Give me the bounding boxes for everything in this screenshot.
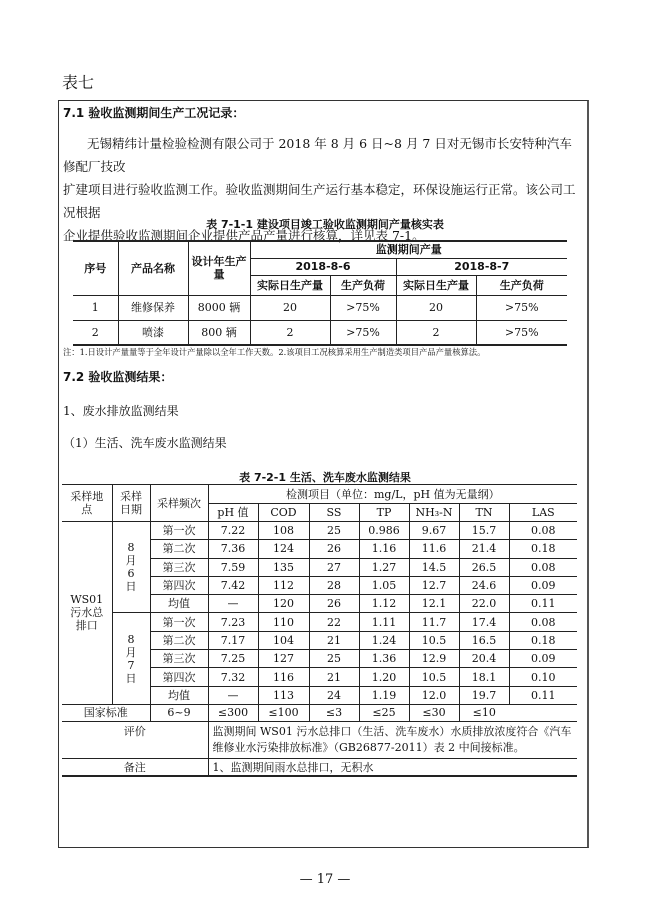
cell: 国家标准 — [62, 704, 150, 721]
table-row — [62, 613, 577, 631]
cell: 14.5 — [409, 558, 459, 576]
cell: 0.10 — [509, 668, 577, 686]
remark-text: 1、监测期间雨水总排口，无积水 — [208, 758, 577, 776]
cell: 0.11 — [509, 686, 577, 704]
cell: 26 — [309, 595, 359, 613]
cell: 12.1 — [409, 595, 459, 613]
header-cell: 序号 — [73, 241, 118, 295]
cell: >75% — [330, 295, 396, 320]
header-cell: TP — [359, 504, 409, 522]
header-cell: 采样日期 — [112, 485, 150, 522]
cell: 第一次 — [150, 522, 208, 540]
cell: 第三次 — [150, 558, 208, 576]
table1-title: 表 7-1-1 建设项目竣工验收监测期间产量核实表 — [206, 218, 444, 231]
cell: 8000 辆 — [188, 295, 250, 320]
cell: 25 — [309, 650, 359, 668]
evaluation-text: 监测期间 WS01 污水总排口（生活、洗车废水）水质排放浓度符合《汽车维修业水污染排放标准》（GB26877-2011）表 2 中间接标准。 — [208, 721, 577, 758]
cell: 20 — [250, 295, 330, 320]
cell: — — [208, 595, 258, 613]
header-cell: SS — [309, 504, 359, 522]
cell: 0.18 — [509, 631, 577, 649]
cell: 124 — [258, 540, 309, 558]
cell: 25 — [309, 522, 359, 540]
cell: 20.4 — [459, 650, 509, 668]
evaluation-label: 评价 — [62, 721, 208, 758]
cell: 21.4 — [459, 540, 509, 558]
cell: 7.22 — [208, 522, 258, 540]
header-cell: 生产负荷 — [476, 275, 567, 295]
cell: 104 — [258, 631, 309, 649]
cell: 0.09 — [509, 576, 577, 594]
cell: ≤300 — [208, 704, 258, 721]
site-cell: WS01 污水总排口 — [62, 522, 112, 705]
cell: 11.6 — [409, 540, 459, 558]
cell: 1.20 — [359, 668, 409, 686]
cell: 19.7 — [459, 686, 509, 704]
header-cell: 2018-8-6 — [250, 258, 396, 275]
cell: 6~9 — [150, 704, 208, 721]
cell: ≤100 — [258, 704, 309, 721]
paragraph-line: 企业提供验收监测期间企业提供产品产量进行核算，详见表 7-1。 — [63, 228, 425, 243]
cell: 1 — [73, 295, 118, 320]
cell: >75% — [476, 295, 567, 320]
cell: 7.23 — [208, 613, 258, 631]
cell: 7.42 — [208, 576, 258, 594]
cell: 第四次 — [150, 668, 208, 686]
cell: 0.09 — [509, 650, 577, 668]
remark-label: 备注 — [62, 758, 208, 776]
cell: 第一次 — [150, 613, 208, 631]
header-cell: 2018-8-7 — [396, 258, 567, 275]
cell: 12.7 — [409, 576, 459, 594]
cell: 1.11 — [359, 613, 409, 631]
cell: 12.9 — [409, 650, 459, 668]
cell: 800 辆 — [188, 320, 250, 345]
cell: 20 — [396, 295, 476, 320]
header-cell: 实际日生产量 — [250, 275, 330, 295]
cell: 10.5 — [409, 668, 459, 686]
table1-note: 注：1.日设计产量量等于全年设计产量除以全年工作天数。2.该项目工况核算采用生产制造类项目产品产量核算法。 — [63, 347, 486, 357]
cell: 第二次 — [150, 631, 208, 649]
cell: 22.0 — [459, 595, 509, 613]
cell: 113 — [258, 686, 309, 704]
table-row — [62, 522, 577, 540]
standard-row — [62, 704, 577, 721]
cell: 均值 — [150, 595, 208, 613]
header-cell: 产品名称 — [118, 241, 188, 295]
header-cell: 生产负荷 — [330, 275, 396, 295]
cell: — — [208, 686, 258, 704]
cell: 1.24 — [359, 631, 409, 649]
cell: >75% — [476, 320, 567, 345]
cell: 第四次 — [150, 576, 208, 594]
cell: 11.7 — [409, 613, 459, 631]
cell: 1.16 — [359, 540, 409, 558]
table-row — [73, 295, 567, 320]
cell: 0.08 — [509, 613, 577, 631]
cell: 24 — [309, 686, 359, 704]
cell: 1.19 — [359, 686, 409, 704]
header-cell: 设计年生产量 — [188, 241, 250, 295]
cell: 16.5 — [459, 631, 509, 649]
cell: 1.36 — [359, 650, 409, 668]
header-cell: 实际日生产量 — [396, 275, 476, 295]
cell: 第二次 — [150, 540, 208, 558]
subsection-title: （1）生活、洗车废水监测结果 — [63, 436, 227, 450]
cell: 27 — [309, 558, 359, 576]
cell: 10.5 — [409, 631, 459, 649]
page-number: — 17 — — [299, 872, 351, 887]
cell: 116 — [258, 668, 309, 686]
cell: 22 — [309, 613, 359, 631]
cell: 26 — [309, 540, 359, 558]
cell: 7.59 — [208, 558, 258, 576]
header-cell: TN — [459, 504, 509, 522]
section-title: 7.2 验收监测结果： — [63, 370, 173, 384]
cell: 7.25 — [208, 650, 258, 668]
cell: 28 — [309, 576, 359, 594]
cell: ≤10 — [459, 704, 509, 721]
header-cell: 采样地点 — [62, 485, 112, 522]
header-cell: COD — [258, 504, 309, 522]
cell: >75% — [330, 320, 396, 345]
page-heading: 表七 — [62, 73, 95, 92]
cell: 喷漆 — [118, 320, 188, 345]
cell: 0.11 — [509, 595, 577, 613]
date-cell: 8 月 6 日 — [112, 522, 150, 613]
header-cell: 采样频次 — [150, 485, 208, 522]
header-cell: pH 值 — [208, 504, 258, 522]
cell: 9.67 — [409, 522, 459, 540]
cell: 维修保养 — [118, 295, 188, 320]
cell: 7.17 — [208, 631, 258, 649]
date-cell: 8 月 7 日 — [112, 613, 150, 704]
cell: ≤3 — [309, 704, 359, 721]
table2-title: 表 7-2-1 生活、洗车废水监测结果 — [239, 471, 411, 484]
cell: 0.08 — [509, 522, 577, 540]
cell: 第三次 — [150, 650, 208, 668]
cell: 0.986 — [359, 522, 409, 540]
cell: ≤30 — [409, 704, 459, 721]
cell: 2 — [250, 320, 330, 345]
paragraph-line: 无锡精纬计量检验检测有限公司于 2018 年 8 月 6 日~8 月 7 日对无锡市长安特种汽车修配厂技改 — [63, 136, 572, 174]
cell: 15.7 — [459, 522, 509, 540]
cell: 110 — [258, 613, 309, 631]
cell: 0.18 — [509, 540, 577, 558]
cell: 17.4 — [459, 613, 509, 631]
cell: ≤25 — [359, 704, 409, 721]
table-row — [73, 320, 567, 345]
cell: 108 — [258, 522, 309, 540]
cell: 21 — [309, 631, 359, 649]
paragraph-line: 扩建项目进行验收监测工作。验收监测期间生产运行基本稳定，环保设施运行正常。该公司工况根据 — [63, 182, 576, 220]
cell: 0.08 — [509, 558, 577, 576]
cell: 18.1 — [459, 668, 509, 686]
production-table — [73, 240, 567, 346]
section-title: 7.1 验收监测期间生产工况记录： — [63, 106, 245, 120]
cell: 21 — [309, 668, 359, 686]
cell: 1.27 — [359, 558, 409, 576]
header-cell: LAS — [509, 504, 577, 522]
cell: 12.0 — [409, 686, 459, 704]
wastewater-table — [62, 484, 577, 777]
cell: 127 — [258, 650, 309, 668]
cell: 2 — [73, 320, 118, 345]
header-cell: 监测期间产量 — [250, 241, 567, 258]
cell: 7.32 — [208, 668, 258, 686]
subsection-title: 1、废水排放监测结果 — [63, 404, 179, 418]
cell: 26.5 — [459, 558, 509, 576]
cell: 1.12 — [359, 595, 409, 613]
header-cell: NH₃-N — [409, 504, 459, 522]
cell: 2 — [396, 320, 476, 345]
cell: 135 — [258, 558, 309, 576]
cell: 均值 — [150, 686, 208, 704]
cell: 1.05 — [359, 576, 409, 594]
cell: 112 — [258, 576, 309, 594]
cell: 7.36 — [208, 540, 258, 558]
header-cell: 检测项目（单位：mg/L，pH 值为无量纲） — [208, 485, 577, 504]
cell: 24.6 — [459, 576, 509, 594]
cell: 120 — [258, 595, 309, 613]
